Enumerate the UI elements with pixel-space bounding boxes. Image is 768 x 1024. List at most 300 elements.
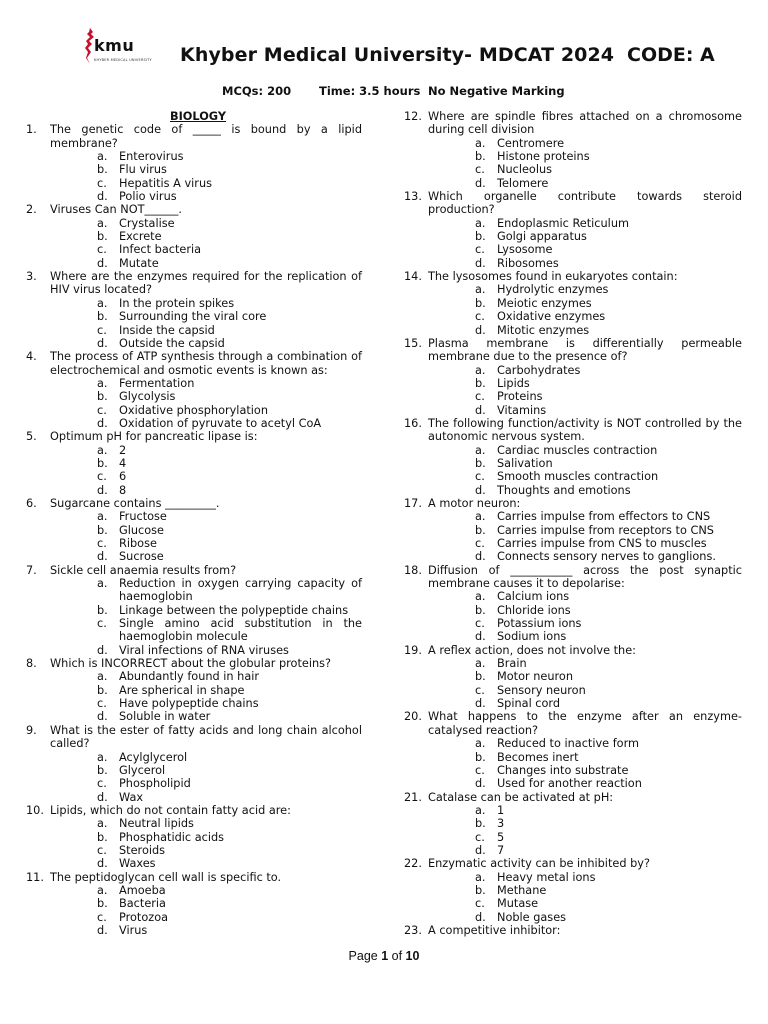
- option-label: a.: [475, 443, 486, 457]
- option-label: a.: [475, 136, 486, 150]
- option-label: c.: [97, 697, 107, 711]
- question-text: Sugarcane contains _________.: [50, 496, 220, 510]
- answer-option: [26, 510, 362, 523]
- option-text: 8: [119, 483, 127, 497]
- question-number: 6.: [26, 496, 37, 510]
- option-label: d.: [97, 483, 108, 497]
- right-column: [404, 110, 742, 937]
- option-text: Salivation: [497, 456, 553, 470]
- option-text: Reduction in oxygen carrying capacity of haemoglobin: [119, 577, 362, 604]
- answer-option: [404, 230, 742, 243]
- question-number: 23.: [404, 923, 422, 937]
- option-label: a.: [97, 150, 108, 164]
- option-text: Fermentation: [119, 376, 195, 390]
- question-number: 11.: [26, 870, 44, 884]
- option-text: Acylglycerol: [119, 750, 188, 764]
- option-text: Vitamins: [497, 403, 547, 417]
- option-label: b.: [475, 523, 486, 537]
- option-label: a.: [475, 870, 486, 884]
- answer-option: [404, 537, 742, 550]
- option-text: Carbohydrates: [497, 363, 581, 377]
- option-text: Cardiac muscles contraction: [497, 443, 658, 457]
- option-text: Excrete: [119, 230, 162, 244]
- option-label: c.: [97, 777, 107, 791]
- option-text: Amoeba: [119, 883, 166, 897]
- option-text: Oxidative enzymes: [497, 310, 606, 324]
- answer-option: [404, 137, 742, 150]
- option-text: 1: [497, 803, 505, 817]
- page-number: [0, 949, 768, 963]
- option-label: d.: [97, 710, 108, 724]
- option-text: Carries impulse from receptors to CNS: [497, 523, 714, 537]
- option-label: a.: [475, 363, 486, 377]
- question-text: Optimum pH for pancreatic lipase is:: [50, 430, 258, 444]
- option-label: c.: [475, 310, 485, 324]
- answer-option: [404, 871, 742, 884]
- question-number: 9.: [26, 723, 37, 737]
- option-text: 4: [119, 456, 127, 470]
- option-label: b.: [475, 750, 486, 764]
- option-label: d.: [97, 256, 108, 270]
- answer-option: [26, 457, 362, 470]
- option-label: b.: [475, 296, 486, 310]
- option-label: a.: [475, 803, 486, 817]
- answer-option: [26, 884, 362, 897]
- answer-option: [26, 537, 362, 550]
- question-number: 12.: [404, 110, 422, 123]
- option-label: d.: [97, 550, 108, 564]
- option-label: d.: [475, 176, 486, 190]
- answer-option: [404, 484, 742, 497]
- question: [26, 270, 362, 297]
- answer-option: [404, 404, 742, 417]
- option-label: d.: [97, 923, 108, 937]
- answer-option: [404, 897, 742, 910]
- question-text: Enzymatic activity can be inhibited by?: [428, 857, 650, 871]
- answer-option: [26, 684, 362, 697]
- answer-option: [404, 884, 742, 897]
- option-text: Smooth muscles contraction: [497, 470, 659, 484]
- option-text: Spinal cord: [497, 697, 561, 711]
- answer-option: [404, 817, 742, 830]
- option-text: Flu virus: [119, 163, 167, 177]
- question: [26, 724, 362, 751]
- answer-option: [26, 777, 362, 790]
- option-label: a.: [97, 216, 108, 230]
- option-text: Reduced to inactive form: [497, 737, 640, 751]
- answer-option: [26, 604, 362, 617]
- option-text: Phospholipid: [119, 777, 191, 791]
- answer-option: [404, 243, 742, 256]
- option-text: Abundantly found in hair: [119, 670, 260, 684]
- option-text: Connects sensory nerves to ganglions.: [497, 550, 716, 564]
- answer-option: [404, 737, 742, 750]
- option-label: d.: [97, 190, 108, 204]
- option-text: Sucrose: [119, 550, 164, 564]
- option-text: Enterovirus: [119, 150, 184, 164]
- option-label: c.: [97, 176, 107, 190]
- question: [26, 497, 362, 510]
- answer-option: [26, 230, 362, 243]
- option-text: Polio virus: [119, 190, 177, 204]
- answer-option: [26, 404, 362, 417]
- option-text: Crystalise: [119, 216, 175, 230]
- page-title: Khyber Medical University- MDCAT 2024: [180, 44, 615, 66]
- option-text: Hydrolytic enzymes: [497, 283, 609, 297]
- question: [404, 497, 742, 510]
- option-label: b.: [475, 817, 486, 831]
- answer-option: [404, 163, 742, 176]
- option-label: a.: [97, 817, 108, 831]
- answer-option: [26, 911, 362, 924]
- option-text: Carries impulse from CNS to muscles: [497, 537, 707, 550]
- answer-option: [404, 630, 742, 643]
- option-label: c.: [97, 403, 107, 417]
- option-label: b.: [97, 897, 108, 911]
- option-text: Ribose: [119, 537, 157, 550]
- answer-option: [26, 257, 362, 270]
- answer-option: [404, 297, 742, 310]
- option-label: b.: [475, 603, 486, 617]
- answer-option: [26, 310, 362, 323]
- option-label: d.: [475, 697, 486, 711]
- answer-option: [26, 617, 362, 644]
- option-label: b.: [475, 150, 486, 164]
- answer-option: [26, 524, 362, 537]
- question-number: 16.: [404, 416, 422, 430]
- option-label: b.: [475, 670, 486, 684]
- option-text: Wax: [119, 790, 144, 804]
- option-text: Changes into substrate: [497, 763, 629, 777]
- option-text: Bacteria: [119, 897, 166, 911]
- answer-option: [404, 377, 742, 390]
- option-text: Nucleolus: [497, 163, 553, 177]
- option-text: Oxidative phosphorylation: [119, 403, 269, 417]
- answer-option: [404, 670, 742, 683]
- option-label: d.: [475, 550, 486, 564]
- option-text: 3: [497, 817, 505, 831]
- question: [26, 804, 362, 817]
- option-label: b.: [97, 523, 108, 537]
- answer-option: [26, 217, 362, 230]
- answer-option: [404, 684, 742, 697]
- question-text: What is the ester of fatty acids and long chain alcohol called?: [50, 723, 362, 751]
- option-label: a.: [475, 283, 486, 297]
- question-text: What happens to the enzyme after an enzyme-catalysed reaction?: [428, 710, 742, 737]
- option-label: b.: [97, 763, 108, 777]
- answer-option: [26, 337, 362, 350]
- option-label: b.: [475, 376, 486, 390]
- option-label: d.: [97, 857, 108, 871]
- answer-option: [26, 297, 362, 310]
- option-text: Used for another reaction: [497, 777, 642, 791]
- option-label: b.: [97, 390, 108, 404]
- option-label: c.: [475, 470, 485, 484]
- option-text: Virus: [119, 923, 148, 937]
- option-text: Proteins: [497, 390, 543, 404]
- option-label: d.: [475, 483, 486, 497]
- question: [26, 564, 362, 577]
- option-label: a.: [97, 750, 108, 764]
- question-text: Lipids, which do not contain fatty acid are:: [50, 803, 291, 817]
- question-text: The genetic code of _____ is bound by a lipid membrane?: [50, 123, 362, 150]
- answer-option: [404, 697, 742, 710]
- option-label: a.: [97, 577, 108, 591]
- option-text: Oxidation of pyruvate to acetyl CoA: [119, 416, 322, 430]
- answer-option: [26, 177, 362, 190]
- option-text: Lysosome: [497, 243, 553, 257]
- option-label: b.: [97, 310, 108, 324]
- question: [404, 644, 742, 657]
- option-label: a.: [97, 670, 108, 684]
- answer-option: [26, 844, 362, 857]
- logo-text: kmu: [94, 36, 135, 55]
- question-text: The lysosomes found in eukaryotes contain:: [428, 270, 678, 284]
- option-label: a.: [475, 216, 486, 230]
- question: [404, 337, 742, 364]
- mcq-count: MCQs: 200: [222, 84, 292, 98]
- option-label: a.: [97, 296, 108, 310]
- option-label: c.: [97, 537, 107, 550]
- option-label: c.: [97, 323, 107, 337]
- option-text: Have polypeptide chains: [119, 697, 259, 711]
- option-label: d.: [475, 910, 486, 924]
- option-text: Waxes: [119, 857, 156, 871]
- option-text: Becomes inert: [497, 750, 579, 764]
- option-label: d.: [475, 630, 486, 644]
- option-label: a.: [97, 883, 108, 897]
- option-text: Surrounding the viral core: [119, 310, 267, 324]
- question-text: Which organelle contribute towards steroid production?: [428, 190, 742, 217]
- question-text: A reflex action, does not involve the:: [428, 643, 636, 657]
- answer-option: [26, 577, 362, 604]
- option-text: Sodium ions: [497, 630, 567, 644]
- option-text: Mutate: [119, 256, 159, 270]
- question: [404, 417, 742, 444]
- option-text: Glycerol: [119, 763, 166, 777]
- option-label: c.: [97, 243, 107, 257]
- answer-option: [404, 590, 742, 603]
- option-text: Lipids: [497, 376, 530, 390]
- question: [404, 857, 742, 870]
- answer-option: [404, 911, 742, 924]
- option-label: c.: [475, 537, 485, 550]
- question-number: 4.: [26, 350, 37, 364]
- question: [404, 190, 742, 217]
- option-text: Inside the capsid: [119, 323, 215, 337]
- answer-option: [404, 831, 742, 844]
- option-text: Phosphatidic acids: [119, 830, 225, 844]
- answer-option: [26, 470, 362, 483]
- option-text: Mutase: [497, 897, 539, 911]
- option-label: c.: [97, 470, 107, 484]
- option-label: c.: [475, 683, 485, 697]
- option-text: Fructose: [119, 510, 167, 524]
- question-number: 18.: [404, 563, 422, 577]
- answer-option: [26, 444, 362, 457]
- option-text: Linkage between the polypeptide chains: [119, 603, 349, 617]
- question-text: Viruses Can NOT______.: [50, 203, 183, 217]
- kmu-logo: [84, 28, 152, 68]
- option-text: Calcium ions: [497, 590, 570, 604]
- option-text: Motor neuron: [497, 670, 573, 684]
- answer-option: [26, 897, 362, 910]
- answer-option: [26, 764, 362, 777]
- answer-option: [26, 550, 362, 563]
- question: [26, 430, 362, 443]
- option-text: Neutral lipids: [119, 817, 194, 831]
- answer-option: [26, 697, 362, 710]
- question-text: A competitive inhibitor:: [428, 923, 561, 937]
- answer-option: [404, 604, 742, 617]
- question-number: 15.: [404, 336, 422, 350]
- question-number: 19.: [404, 643, 422, 657]
- option-label: a.: [475, 737, 486, 751]
- option-text: Brain: [497, 657, 527, 671]
- answer-option: [404, 364, 742, 377]
- answer-option: [404, 777, 742, 790]
- answer-option: [26, 817, 362, 830]
- option-text: Endoplasmic Reticulum: [497, 216, 629, 230]
- option-text: Mitotic enzymes: [497, 323, 590, 337]
- answer-option: [26, 751, 362, 764]
- answer-option: [26, 163, 362, 176]
- option-label: c.: [97, 843, 107, 857]
- option-label: c.: [475, 243, 485, 257]
- option-text: Outside the capsid: [119, 336, 225, 350]
- answer-option: [404, 764, 742, 777]
- option-label: a.: [97, 376, 108, 390]
- answer-option: [26, 377, 362, 390]
- answer-option: [26, 857, 362, 870]
- option-text: 2: [119, 443, 127, 457]
- option-text: 6: [119, 470, 127, 484]
- option-text: Noble gases: [497, 910, 567, 924]
- question-number: 5.: [26, 430, 37, 444]
- left-column: [26, 110, 362, 937]
- question: [26, 657, 362, 670]
- option-label: c.: [475, 390, 485, 404]
- question-text: Which is INCORRECT about the globular proteins?: [50, 657, 332, 671]
- question: [26, 350, 362, 377]
- answer-option: [26, 644, 362, 657]
- answer-option: [404, 524, 742, 537]
- option-label: c.: [475, 897, 485, 911]
- answer-option: [26, 150, 362, 163]
- question-number: 21.: [404, 790, 422, 804]
- answer-option: [26, 831, 362, 844]
- option-text: Ribosomes: [497, 256, 559, 270]
- option-label: a.: [97, 510, 108, 524]
- question-number: 20.: [404, 710, 422, 724]
- answer-option: [26, 324, 362, 337]
- option-label: b.: [475, 456, 486, 470]
- option-text: Telomere: [497, 176, 549, 190]
- time-allowed: Time: 3.5 hours: [319, 84, 421, 98]
- option-label: b.: [475, 883, 486, 897]
- option-text: Heavy metal ions: [497, 870, 596, 884]
- answer-option: [26, 791, 362, 804]
- question-text: The peptidoglycan cell wall is specific to.: [50, 870, 282, 884]
- answer-option: [404, 844, 742, 857]
- answer-option: [404, 510, 742, 523]
- question: [26, 871, 362, 884]
- option-text: Centromere: [497, 136, 565, 150]
- page-prefix: Page: [348, 949, 382, 963]
- option-text: Methane: [497, 883, 547, 897]
- option-label: d.: [475, 843, 486, 857]
- option-label: d.: [475, 777, 486, 791]
- option-text: 7: [497, 843, 505, 857]
- page-current: 1: [381, 949, 389, 963]
- answer-option: [404, 283, 742, 296]
- option-label: b.: [97, 163, 108, 177]
- option-text: Steroids: [119, 843, 166, 857]
- question-text: Plasma membrane is differentially permeable membrane due to the presence of?: [428, 336, 742, 364]
- logo-subtext: KHYBER MEDICAL UNIVERSITY: [94, 58, 152, 62]
- option-text: Sensory neuron: [497, 683, 586, 697]
- option-label: b.: [97, 456, 108, 470]
- answer-option: [404, 550, 742, 563]
- option-text: Protozoa: [119, 910, 169, 924]
- question: [404, 924, 742, 937]
- question-number: 14.: [404, 270, 422, 284]
- section-title: BIOLOGY: [169, 110, 227, 123]
- option-text: Meiotic enzymes: [497, 296, 592, 310]
- question: [404, 270, 742, 283]
- option-text: Soluble in water: [119, 710, 211, 724]
- question-text: Where are the enzymes required for the replication of HIV virus located?: [50, 270, 362, 297]
- question-number: 17.: [404, 496, 422, 510]
- question-text: Catalase can be activated at pH:: [428, 790, 614, 804]
- answer-option: [26, 710, 362, 723]
- answer-option: [404, 657, 742, 670]
- option-label: c.: [475, 617, 485, 631]
- question: [404, 564, 742, 591]
- option-text: In the protein spikes: [119, 296, 235, 310]
- question-number: 8.: [26, 657, 37, 671]
- question-text: Sickle cell anaemia results from?: [50, 563, 237, 577]
- option-text: 5: [497, 830, 505, 844]
- answer-option: [26, 190, 362, 203]
- answer-option: [404, 617, 742, 630]
- answer-option: [26, 243, 362, 256]
- question: [26, 123, 362, 150]
- question-number: 22.: [404, 857, 422, 871]
- option-label: a.: [475, 657, 486, 671]
- option-text: Glycolysis: [119, 390, 176, 404]
- answer-option: [404, 390, 742, 403]
- option-label: c.: [97, 910, 107, 924]
- option-label: d.: [97, 336, 108, 350]
- answer-option: [26, 390, 362, 403]
- answer-option: [404, 150, 742, 163]
- page-of: of: [388, 949, 406, 963]
- option-text: Histone proteins: [497, 150, 590, 164]
- marking-note: No Negative Marking: [428, 84, 565, 98]
- answer-option: [404, 257, 742, 270]
- option-label: b.: [97, 830, 108, 844]
- option-text: Viral infections of RNA viruses: [119, 643, 289, 657]
- option-label: b.: [97, 230, 108, 244]
- option-label: b.: [97, 603, 108, 617]
- answer-option: [404, 804, 742, 817]
- option-text: Are spherical in shape: [119, 683, 245, 697]
- answer-option: [404, 444, 742, 457]
- option-label: a.: [97, 443, 108, 457]
- answer-option: [26, 417, 362, 430]
- option-text: Hepatitis A virus: [119, 176, 212, 190]
